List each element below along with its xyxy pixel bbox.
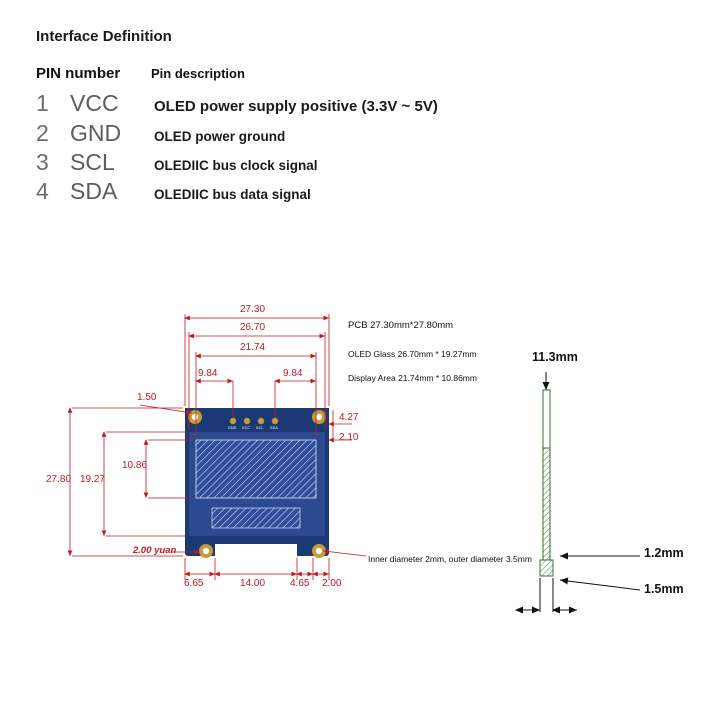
- pin-number: 4: [36, 178, 49, 204]
- dim-2-00: 2.00: [322, 578, 342, 589]
- dim-14-00: 14.00: [240, 578, 266, 589]
- silkscreen-sda: SDA: [270, 426, 278, 430]
- header-pin-number: PIN number: [36, 65, 121, 82]
- pin-name: VCC: [70, 90, 119, 116]
- note-glass-size: OLED Glass 26.70mm * 19.27mm: [348, 349, 477, 359]
- dim-21-74: 21.74: [240, 342, 266, 353]
- note-hole-diameter: Inner diameter 2mm, outer diameter 3.5mm: [368, 554, 532, 564]
- dim-10-86: 10.86: [122, 460, 148, 471]
- pin-description: OLED power supply positive (3.3V ~ 5V): [154, 98, 438, 115]
- pin-number: 2: [36, 120, 49, 146]
- dim-1-50: 1.50: [137, 392, 157, 403]
- silkscreen-gnd: GND: [228, 426, 237, 430]
- note-pcb-size: PCB 27.30mm*27.80mm: [348, 320, 454, 331]
- dim-6-65: 6.65: [184, 578, 204, 589]
- note-display-area: Display Area 21.74mm * 10.86mm: [348, 373, 477, 383]
- dim-right-9-84: 9.84: [283, 368, 303, 379]
- header-pin-description: Pin description: [151, 66, 245, 81]
- pin-name: SDA: [70, 178, 118, 204]
- side-width-label: 11.3mm: [532, 350, 578, 364]
- pin-name: SCL: [70, 149, 115, 175]
- pin-description: OLED power ground: [154, 129, 286, 144]
- dim-27-30: 27.30: [240, 304, 266, 315]
- side-thickness-label: 1.2mm: [644, 546, 684, 560]
- pin-description: OLEDIIC bus data signal: [154, 187, 311, 202]
- pin-number: 3: [36, 149, 49, 175]
- dim-4-65: 4.65: [290, 578, 310, 589]
- table-row: [36, 178, 696, 205]
- pin-description: OLEDIIC bus clock signal: [154, 158, 318, 173]
- mechanical-drawing: [0, 280, 720, 680]
- pcb-top-view: [185, 408, 329, 558]
- dim-left-9-84: 9.84: [198, 368, 218, 379]
- dim-26-70: 26.70: [240, 322, 266, 333]
- drawing-svg: [0, 280, 720, 680]
- table-row: [36, 120, 696, 147]
- side-total-label: 1.5mm: [644, 582, 684, 596]
- dim-2-10: 2.10: [339, 432, 359, 443]
- interface-definition-section: [36, 28, 696, 207]
- dim-27-80: 27.80: [46, 474, 72, 485]
- silkscreen-scl: SCL: [256, 426, 264, 430]
- table-row: [36, 149, 696, 176]
- table-row: [36, 90, 696, 118]
- dim-4-27: 4.27: [339, 412, 359, 423]
- silkscreen-vcc: VCC: [242, 426, 251, 430]
- dim-2-00-yuan: 2.00 yuan: [133, 545, 177, 556]
- pin-number: 1: [36, 90, 49, 116]
- pcb-side-view: [540, 390, 553, 576]
- page-title: Interface Definition: [36, 28, 172, 45]
- table-header: [36, 65, 696, 82]
- pin-name: GND: [70, 120, 122, 146]
- dim-19-27: 19.27: [80, 474, 106, 485]
